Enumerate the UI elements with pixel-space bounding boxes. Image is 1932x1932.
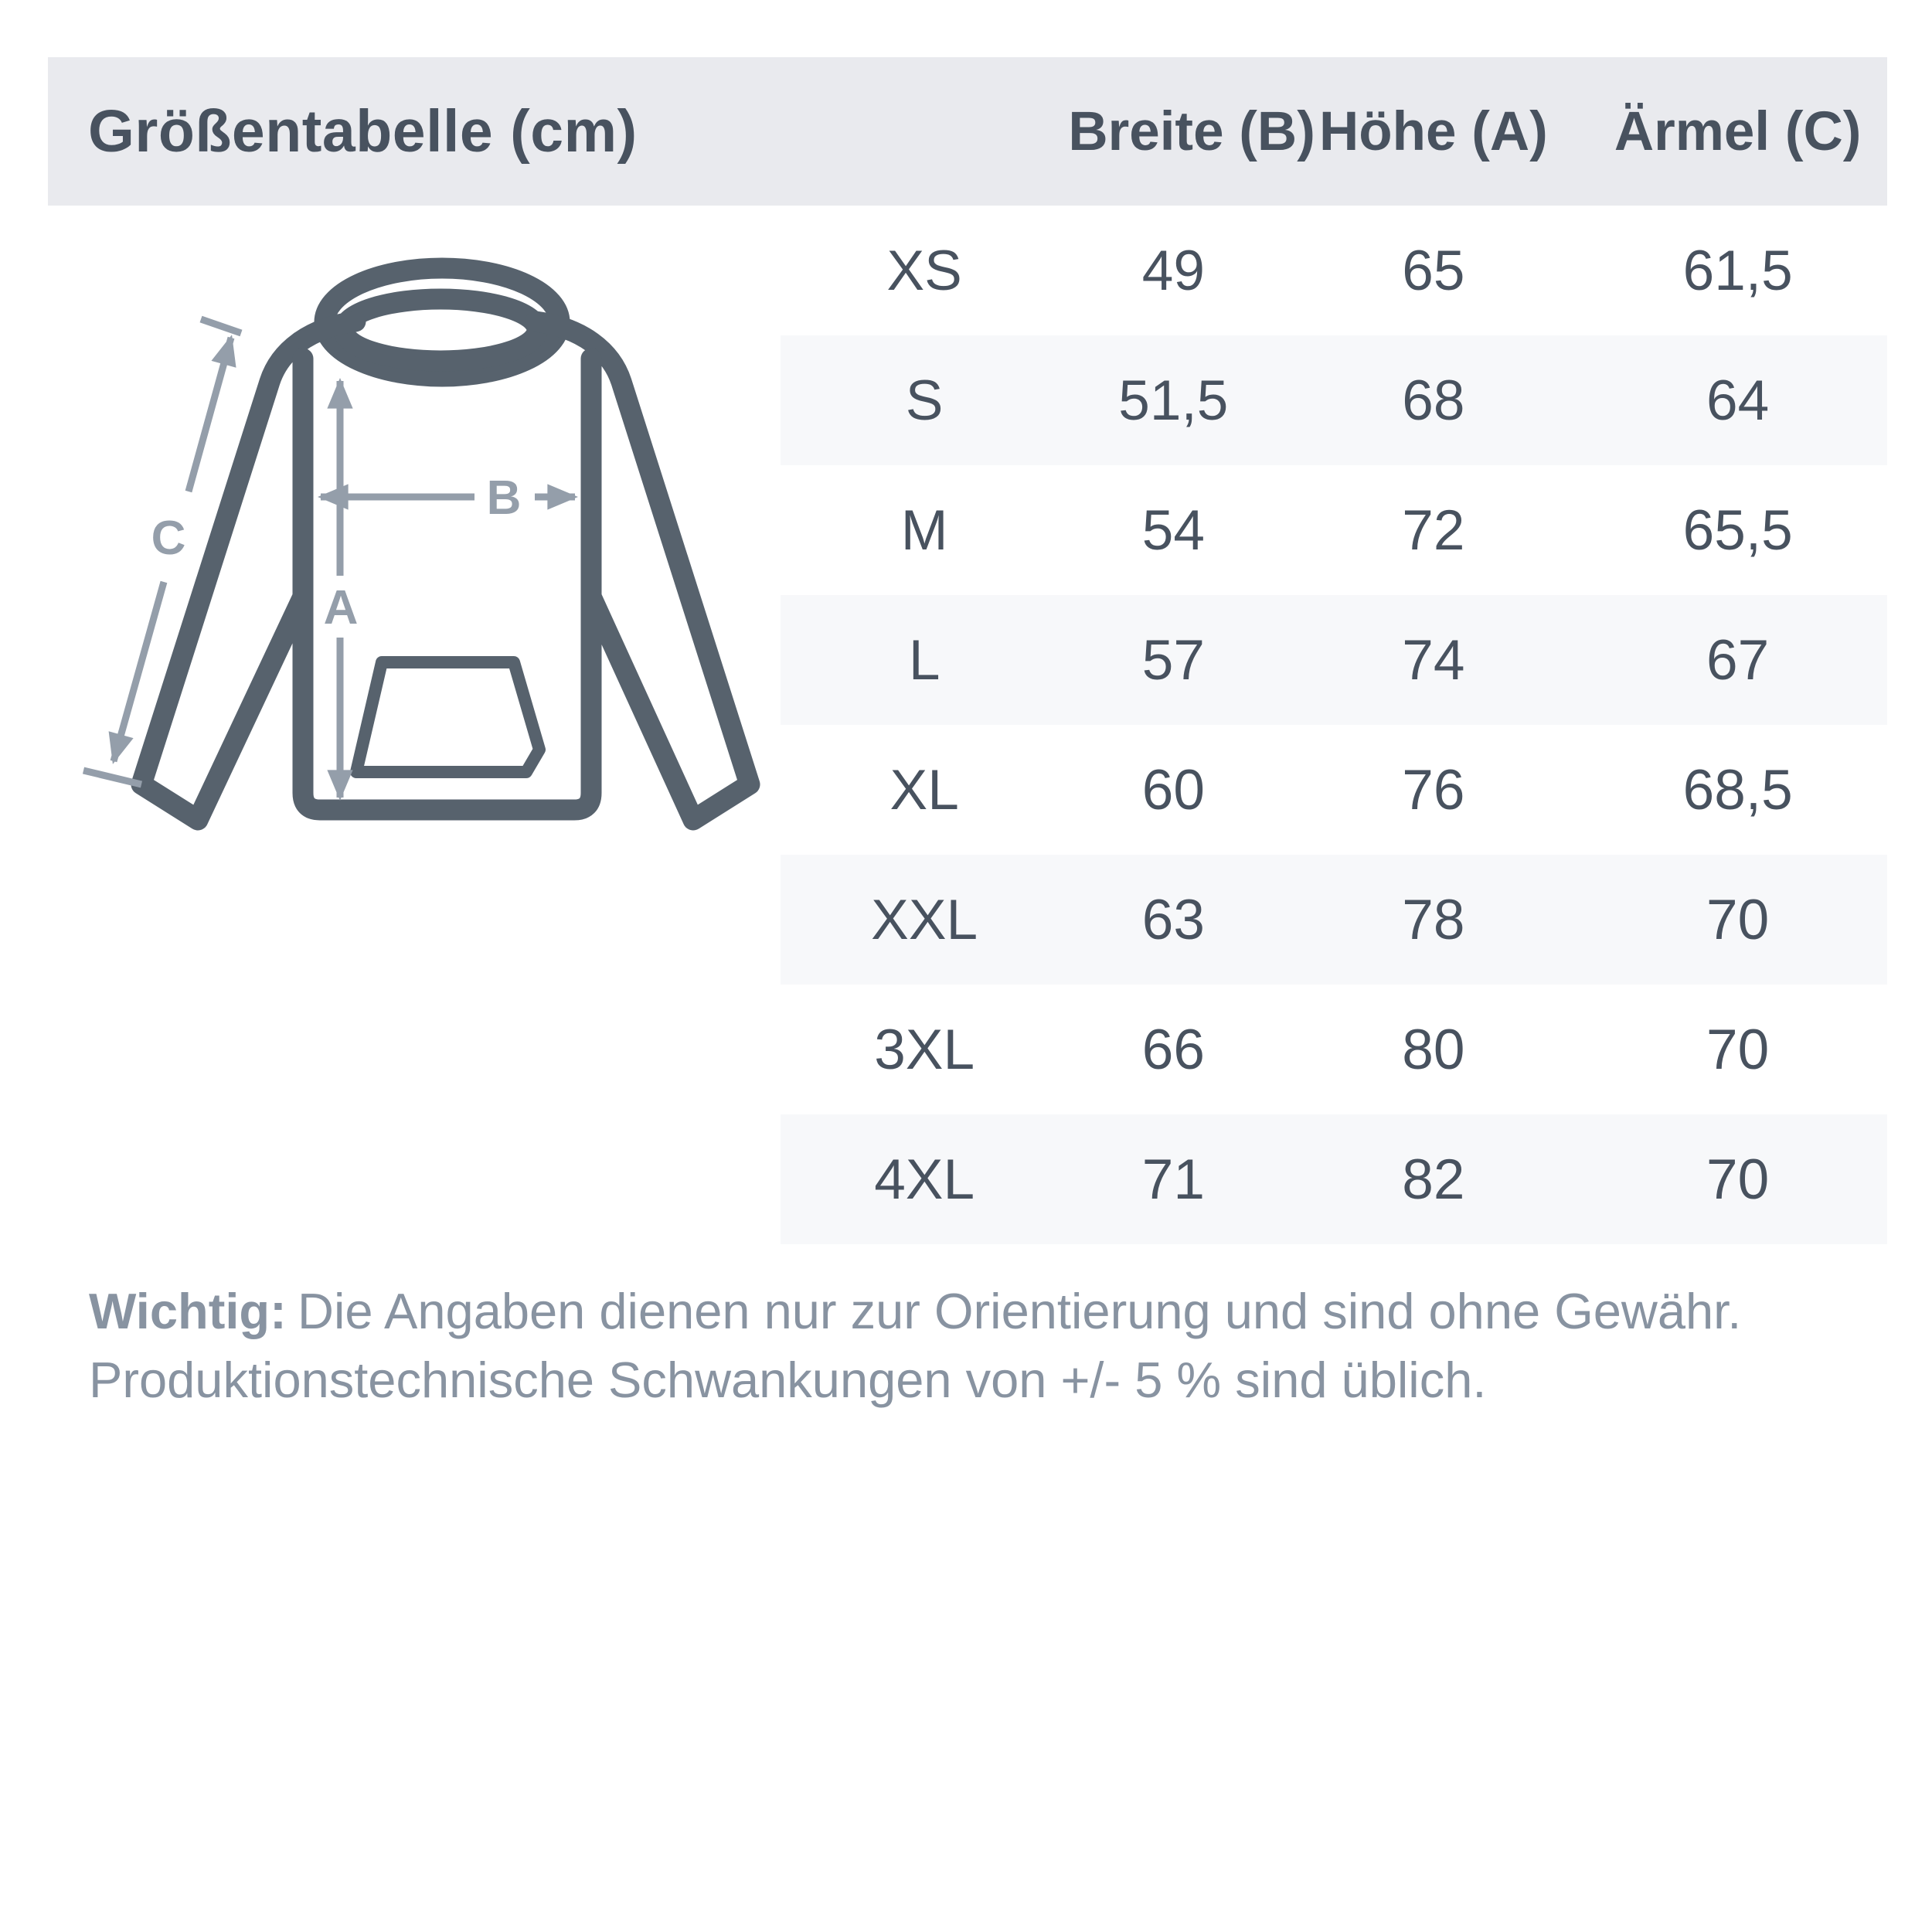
page-title: Größentabelle (cm) [88,97,638,165]
disclaimer-line-2: Produktionstechnische Schwankungen von +/- 5 % sind üblich. [89,1352,1487,1408]
table-header [48,57,1887,206]
row-cells [781,335,1887,465]
breite-cell: 63 [1141,888,1205,951]
size-cell: XS [886,239,962,302]
column-header-hoehe: Höhe (A) [1318,100,1548,162]
row-cells [781,595,1887,725]
left-sleeve-outline [141,321,355,820]
breite-cell: 51,5 [1118,369,1229,432]
hoehe-cell: 74 [1402,628,1465,692]
hoehe-cell: 72 [1402,498,1465,562]
row-cells [781,465,1887,595]
row-cells [781,725,1887,855]
table-row-3xl [48,985,1887,1114]
aermel-cell: 70 [1706,1148,1770,1211]
kangaroo-pocket-outline [356,662,539,772]
hoehe-cell: 65 [1402,239,1465,302]
hoehe-cell: 76 [1402,758,1465,821]
size-cell: M [900,498,948,562]
row-cells [781,206,1887,335]
breite-cell: 54 [1141,498,1205,562]
disclaimer-text [89,1277,1882,1414]
label-b: B [486,471,522,525]
row-cells [781,855,1887,985]
aermel-cell: 67 [1706,628,1770,692]
disclaimer-line-1-rest: Die Angaben dienen nur zur Orientierung und sind ohne Gewähr. [298,1283,1742,1339]
disclaimer-line-1 [89,1277,1882,1345]
hoehe-cell: 80 [1402,1018,1465,1081]
size-cell: 3XL [874,1018,975,1081]
aermel-cell: 70 [1706,1018,1770,1081]
right-sleeve-outline [536,321,750,820]
hood-inner-outline [344,299,537,361]
row-cells [781,985,1887,1114]
aermel-cell: 70 [1706,888,1770,951]
breite-cell: 57 [1141,628,1205,692]
size-cell: 4XL [874,1148,975,1211]
sleeve-arrow-c-top [189,338,231,492]
aermel-cell: 61,5 [1682,239,1793,302]
column-header-aermel: Ärmel (C) [1614,100,1862,162]
size-cell: S [905,369,944,432]
aermel-cell: 65,5 [1682,498,1793,562]
size-cell: XL [889,758,959,821]
disclaimer-emphasis: Wichtig: [89,1283,287,1339]
table-row-4xl [48,1114,1887,1244]
hoodie-diagram [48,185,778,889]
label-c: C [151,512,186,565]
size-cell: L [908,628,940,692]
row-cells [781,1114,1887,1244]
sleeve-arrow-c-tick-top [201,319,241,333]
label-a: A [323,581,359,634]
breite-cell: 71 [1141,1148,1205,1211]
size-cell: XXL [871,888,978,951]
breite-cell: 66 [1141,1018,1205,1081]
aermel-cell: 64 [1706,369,1770,432]
column-header-breite: Breite (B) [1068,100,1315,162]
breite-cell: 60 [1141,758,1205,821]
breite-cell: 49 [1141,239,1205,302]
aermel-cell: 68,5 [1682,758,1793,821]
hoehe-cell: 68 [1402,369,1465,432]
hoehe-cell: 82 [1402,1148,1465,1211]
column-header-row [781,57,1887,206]
hoehe-cell: 78 [1402,888,1465,951]
